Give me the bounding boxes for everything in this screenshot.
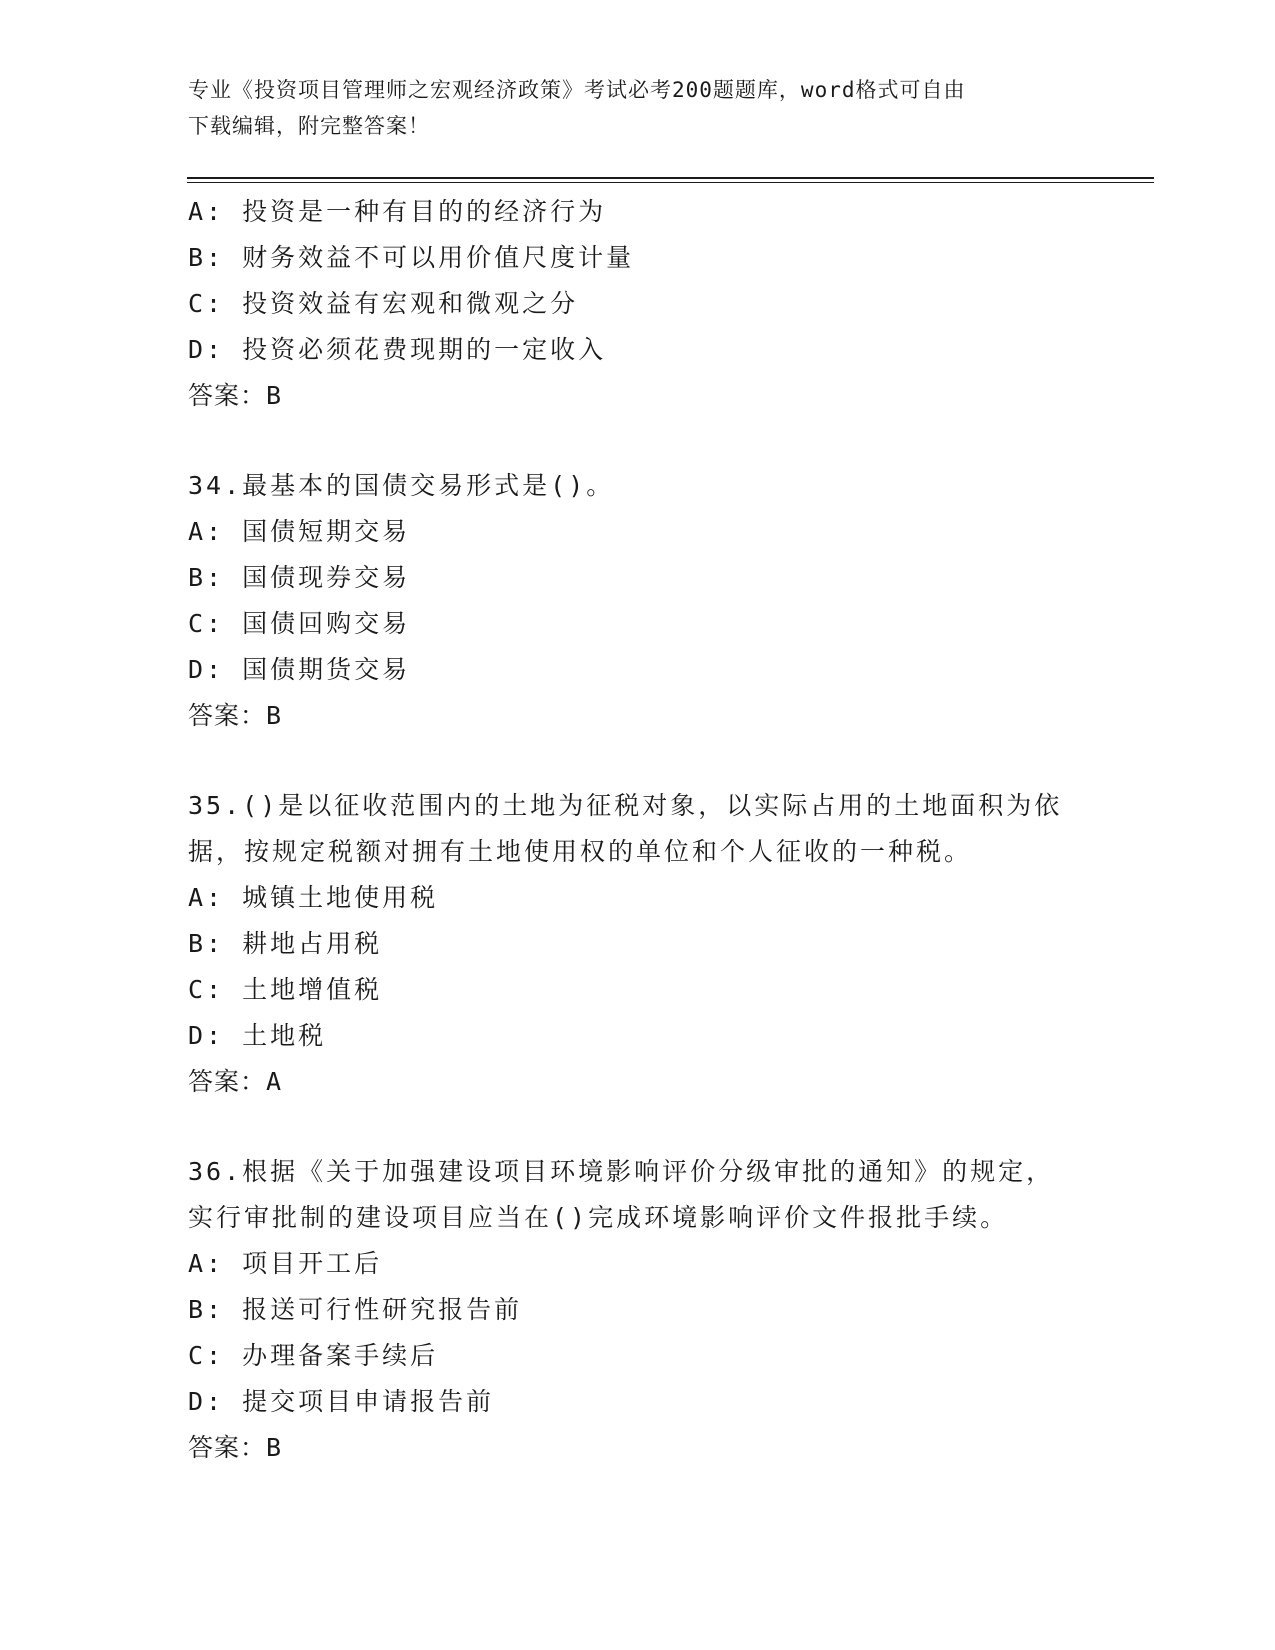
option-d: D: 土地税 <box>188 1021 327 1050</box>
option-b: B: 耕地占用税 <box>188 929 383 958</box>
answer-label: 答案： <box>188 1067 267 1096</box>
question-list <box>188 189 1088 1471</box>
answer-line <box>188 1425 1088 1471</box>
question-stem-line-1: 35.()是以征收范围内的土地为征税对象，以实际占用的土地面积为依 <box>188 791 1063 820</box>
question-block-34 <box>188 463 1088 739</box>
option-c: C: 投资效益有宏观和微观之分 <box>188 289 579 318</box>
option-d: D: 投资必须花费现期的一定收入 <box>188 335 607 364</box>
option-c: C: 国债回购交易 <box>188 609 411 638</box>
document-header <box>188 72 1068 144</box>
question-stem-line-2: 据，按规定税额对拥有土地使用权的单位和个人征收的一种税。 <box>188 837 973 866</box>
answer-value: B <box>266 1433 285 1462</box>
option-d: D: 国债期货交易 <box>188 655 411 684</box>
question-stem-line-2: 实行审批制的建设项目应当在()完成环境影响评价文件报批手续。 <box>188 1203 1009 1232</box>
option-a: A: 投资是一种有目的的经济行为 <box>188 197 607 226</box>
answer-line <box>188 1059 1088 1105</box>
option-b: B: 财务效益不可以用价值尺度计量 <box>188 243 635 272</box>
header-line-2: 下载编辑，附完整答案！ <box>188 114 430 138</box>
option-b: B: 报送可行性研究报告前 <box>188 1295 523 1324</box>
option-d: D: 提交项目申请报告前 <box>188 1387 495 1416</box>
answer-label: 答案： <box>188 381 267 410</box>
question-stem-line-1: 36.根据《关于加强建设项目环境影响评价分级审批的通知》的规定， <box>188 1157 1055 1186</box>
answer-line <box>188 693 1088 739</box>
header-divider-thick <box>187 177 1154 179</box>
header-line-1: 专业《投资项目管理师之宏观经济政策》考试必考200题题库，word格式可自由 <box>188 78 966 102</box>
option-a: A: 城镇土地使用税 <box>188 883 439 912</box>
question-block-35 <box>188 783 1088 1105</box>
answer-value: A <box>266 1067 285 1096</box>
option-a: A: 项目开工后 <box>188 1249 383 1278</box>
option-a: A: 国债短期交易 <box>188 517 411 546</box>
answer-label: 答案： <box>188 701 267 730</box>
answer-value: B <box>266 701 285 730</box>
header-divider-thin <box>187 182 1154 183</box>
answer-line <box>188 373 1088 419</box>
question-stem: 34.最基本的国债交易形式是()。 <box>188 471 615 500</box>
question-block-36 <box>188 1149 1088 1471</box>
option-b: B: 国债现券交易 <box>188 563 411 592</box>
option-c: C: 办理备案手续后 <box>188 1341 439 1370</box>
answer-value: B <box>266 381 285 410</box>
answer-label: 答案： <box>188 1433 267 1462</box>
question-block-continued <box>188 189 1088 419</box>
option-c: C: 土地增值税 <box>188 975 383 1004</box>
